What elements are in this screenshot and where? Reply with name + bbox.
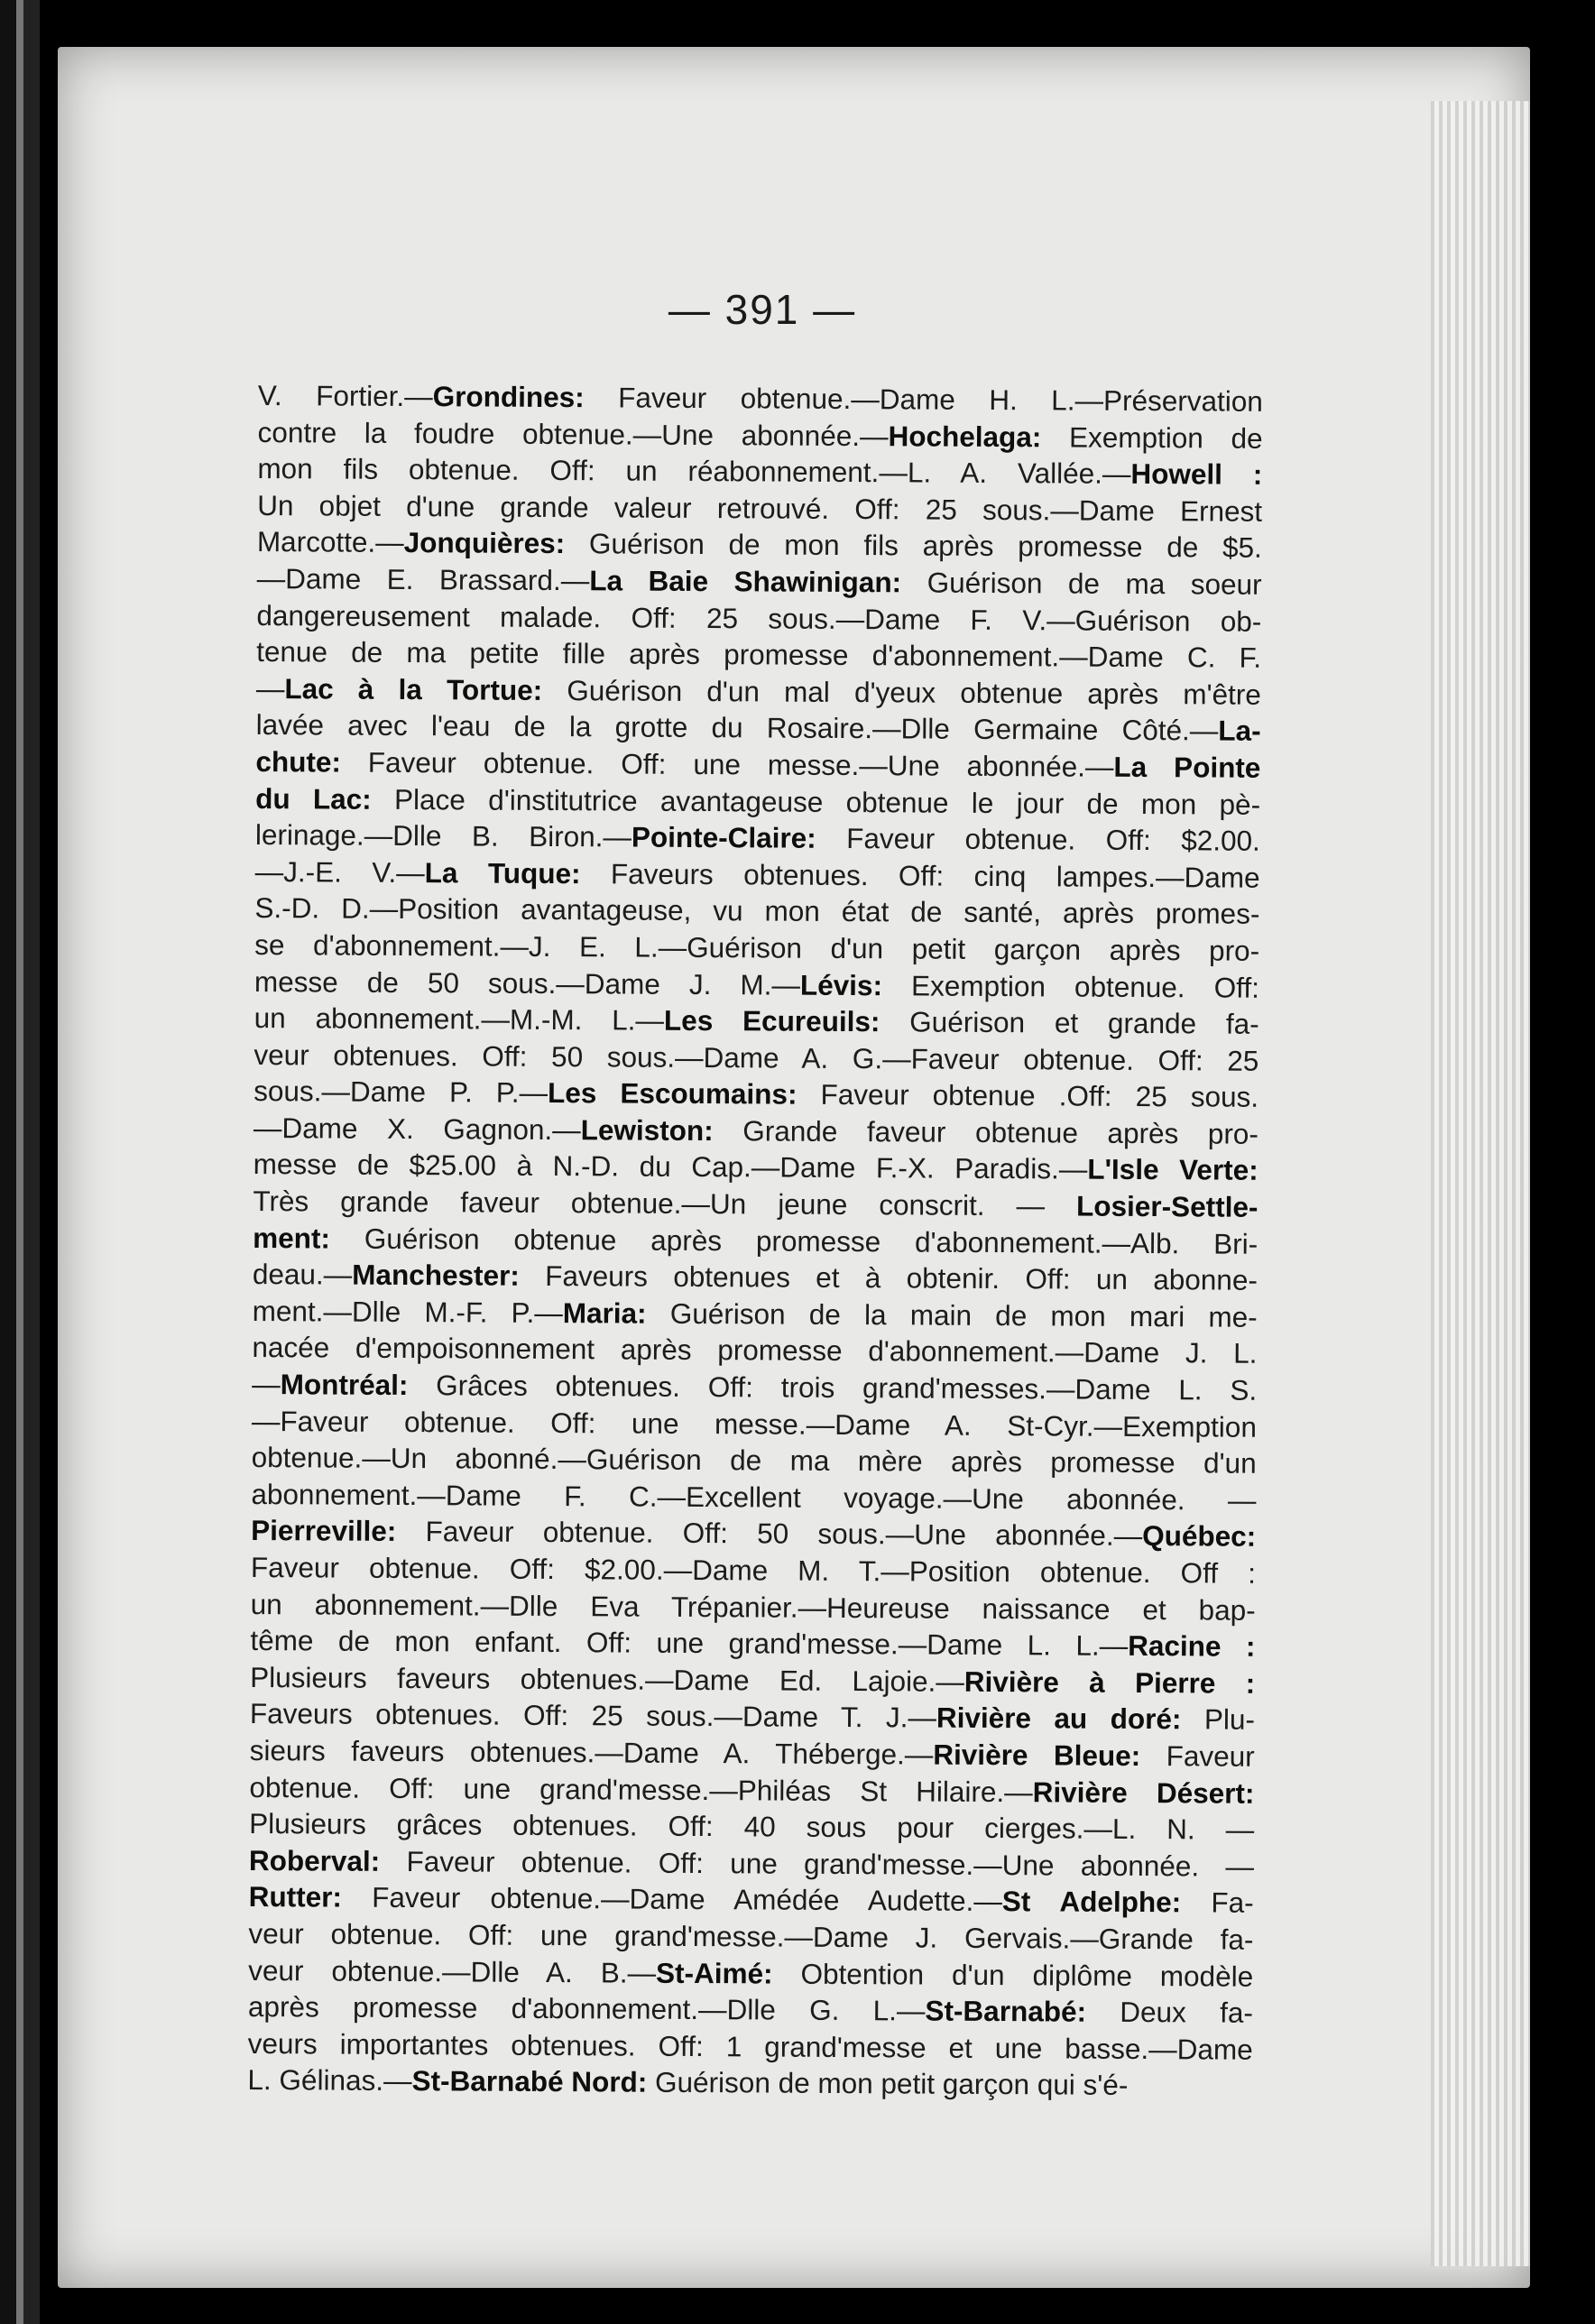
text-run: Très grande faveur obtenue.—Un jeune conscrit. — — [253, 1185, 1077, 1222]
text-run: un abonnement.—M.-M. L.— — [254, 1001, 665, 1037]
text-run: Place d'institutrice avantageuse obtenue le jour de mon pè- — [371, 782, 1261, 821]
text-line — [257, 523, 1262, 566]
text-run: abonnement.—Dame F. C.—Excellent voyage.—Une abonnée. — — [251, 1477, 1257, 1517]
text-run: Faveur obtenue .Off: 25 sous. — [797, 1077, 1259, 1114]
text-run: veur obtenues. Off: 50 sous.—Dame A. G.—Faveur obtenue. Off: 25 — [254, 1038, 1259, 1077]
place-name: Lévis: — [799, 968, 883, 1001]
text-line — [255, 780, 1260, 823]
text-run: Faveur obtenue.—Dame Amédée Audette.— — [341, 1880, 1002, 1918]
text-run: Faveur obtenue. Off: 50 sous.—Une abonnée.— — [396, 1515, 1143, 1553]
text-line — [253, 1293, 1258, 1335]
text-line — [252, 1439, 1257, 1481]
text-line — [257, 450, 1262, 493]
place-name: Maria: — [562, 1296, 647, 1330]
place-name: du Lac: — [255, 781, 372, 816]
text-run: Guérison de mon petit garçon qui s'é- — [647, 2065, 1129, 2102]
text-run: Grâces obtenues. Off: trois grand'messes.—Dame L. S. — [408, 1369, 1258, 1406]
place-name: Rivière Bleue: — [933, 1738, 1141, 1772]
place-name: La Baie Shawinigan: — [589, 564, 902, 599]
place-name: Montréal: — [280, 1368, 409, 1402]
text-run: Un objet d'une grande valeur retrouvé. Off: 25 sous.—Dame Ernest — [257, 488, 1263, 528]
text-line — [253, 1183, 1258, 1225]
text-run: obtenue.—Un abonné.—Guérison de ma mère après promesse d'un — [251, 1441, 1257, 1480]
place-name: Lewiston: — [580, 1113, 714, 1147]
place-name: Grondines: — [432, 380, 585, 414]
text-run: Faveurs obtenues et à obtenir. Off: un abonne- — [519, 1259, 1258, 1297]
text-run: Guérison d'un mal d'yeux obtenue après m'être — [542, 673, 1261, 711]
page-number: — 391 — — [668, 286, 857, 333]
text-line — [254, 1110, 1258, 1152]
text-run: Plusieurs faveurs obtenues.—Dame Ed. Lajoie.— — [250, 1660, 964, 1698]
text-line — [252, 1403, 1257, 1445]
text-line — [256, 597, 1261, 640]
text-line — [248, 1988, 1253, 2031]
text-run: — — [252, 1368, 281, 1401]
text-run: Obtention d'un diplôme modèle — [772, 1957, 1254, 1993]
text-run: Guérison de ma soeur — [901, 566, 1262, 601]
text-run: deau.— — [252, 1258, 353, 1291]
text-run: un abonnement.—Dlle Eva Trépanier.—Heureuse naissance et bap- — [250, 1587, 1256, 1627]
place-name: Rivière au doré: — [936, 1701, 1182, 1736]
text-line — [255, 816, 1260, 859]
text-run: Guérison de la main de mon mari me- — [646, 1296, 1258, 1333]
text-run: tême de mon enfant. Off: une grand'messe.—Dame L. L.— — [250, 1624, 1129, 1663]
text-line — [249, 1878, 1254, 1921]
text-line — [249, 1805, 1254, 1848]
text-line — [247, 2061, 1252, 2104]
text-run: messe de 50 sous.—Dame J. M.— — [254, 964, 801, 1001]
text-line — [258, 414, 1263, 456]
text-line — [256, 633, 1261, 676]
text-run: messe de $25.00 à N.-D. du Cap.—Dame F.-X. Paradis.— — [253, 1148, 1088, 1186]
text-line — [254, 1000, 1259, 1042]
text-line — [257, 560, 1262, 603]
text-run: lerinage.—Dlle B. Biron.— — [254, 818, 632, 853]
place-name: chute: — [255, 744, 342, 779]
text-run: mon fils obtenue. Off: un réabonnement.—L. A. Vallée.— — [257, 452, 1131, 491]
text-run: —Faveur obtenue. Off: une messe.—Dame A. St-Cyr.—Exemption — [251, 1404, 1258, 1443]
place-name: La- — [1218, 714, 1261, 748]
text-run: veurs importantes obtenues. Off: 1 grand'messe et une basse.—Dame — [247, 2026, 1253, 2066]
text-run: nacée d'empoisonnement après promesse d'abonnement.—Dame J. L. — [252, 1331, 1258, 1370]
text-line — [250, 1659, 1255, 1702]
text-run: tenue de ma petite fille après promesse d'abonnement.—Dame C. F. — [256, 635, 1262, 674]
text-line — [255, 853, 1260, 896]
text-line — [255, 743, 1260, 786]
text-line — [250, 1732, 1255, 1775]
text-run: —Dame X. Gagnon.— — [253, 1111, 581, 1147]
text-run: ment.—Dlle M.-F. P.— — [252, 1294, 563, 1329]
place-name: Rutter: — [248, 1880, 343, 1914]
text-line — [254, 1146, 1258, 1188]
text-run: après promesse d'abonnement.—Dlle G. L.— — [247, 1990, 926, 2027]
text-run: Faveur obtenue. Off: une grand'messe.—Une abonnée. — — [380, 1844, 1255, 1883]
text-line — [248, 2025, 1253, 2068]
text-run: obtenue. Off: une grand'messe.—Philéas St Hilaire.— — [249, 1770, 1033, 1808]
text-line — [248, 1951, 1253, 1994]
text-line — [249, 1842, 1254, 1885]
place-name: Jonquières: — [403, 526, 566, 560]
text-run: Faveur obtenue. Off: $2.00.—Dame M. T.—Position obtenue. Off : — [250, 1550, 1257, 1590]
text-run: Exemption obtenue. Off: — [881, 968, 1259, 1004]
place-name: St-Aimé: — [655, 1956, 773, 1990]
place-name: Manchester: — [352, 1258, 520, 1293]
text-run: L. Gélinas.— — [247, 2063, 412, 2098]
text-run: lavée avec l'eau de la grotte du Rosaire.—Dlle Germaine Côté.— — [255, 708, 1219, 747]
text-run: S.-D. D.—Position avantageuse, vu mon état de santé, après promes- — [254, 891, 1260, 931]
text-run: Exemption de — [1041, 420, 1263, 455]
place-name: Les Ecureuils: — [663, 1003, 880, 1038]
text-run: veur obtenue.—Dlle A. B.— — [248, 1953, 657, 1989]
text-line — [254, 963, 1259, 1005]
place-name: St-Barnabé Nord: — [411, 2064, 648, 2098]
book-spine — [0, 0, 40, 2324]
text-run: se d'abonnement.—J. E. L.—Guérison d'un petit garçon après pro- — [254, 927, 1260, 967]
text-run: Guérison de mon fils après promesse de $5. — [565, 527, 1262, 565]
text-run: — — [255, 671, 285, 705]
text-run: veur obtenue. Off: une grand'messe.—Dame J. Gervais.—Grande fa- — [248, 1916, 1254, 1956]
text-run: Faveur obtenue. Off: une messe.—Une abonnée.— — [340, 745, 1114, 783]
text-run: Fa- — [1181, 1886, 1254, 1920]
page-edges — [1431, 101, 1530, 2266]
text-line — [251, 1586, 1256, 1628]
place-name: ment: — [253, 1221, 331, 1255]
text-line — [257, 487, 1262, 530]
text-run: V. Fortier.— — [257, 378, 433, 413]
text-run: sous.—Dame P. P.— — [254, 1074, 549, 1110]
body-text — [247, 377, 1263, 2105]
text-run: Grande faveur obtenue après pro- — [713, 1113, 1259, 1150]
place-name: Québec: — [1142, 1519, 1257, 1554]
text-run: —Dame E. Brassard.— — [256, 561, 590, 597]
text-line — [250, 1695, 1255, 1738]
text-line — [249, 1769, 1254, 1812]
text-line — [254, 927, 1259, 969]
text-line — [254, 1073, 1258, 1115]
text-line — [251, 1549, 1256, 1591]
text-run: Marcotte.— — [256, 525, 404, 559]
text-line — [248, 1915, 1253, 1958]
place-name: Racine : — [1128, 1629, 1256, 1663]
place-name: Rivière à Pierre : — [963, 1665, 1256, 1700]
place-name: St Adelphe: — [1001, 1885, 1182, 1919]
place-name: St-Barnabé: — [925, 1994, 1087, 2028]
text-run: Deux fa- — [1085, 1995, 1254, 2029]
text-run: Guérison obtenue après promesse d'abonnement.—Alb. Bri- — [329, 1222, 1258, 1260]
text-run: Plu- — [1181, 1702, 1256, 1737]
text-line — [253, 1220, 1258, 1262]
place-name: Lac à la Tortue: — [284, 671, 543, 706]
place-name: Losier-Settle- — [1075, 1189, 1258, 1223]
text-run: —J.-E. V.— — [254, 854, 425, 889]
place-name: Roberval: — [248, 1843, 381, 1877]
text-line — [256, 706, 1261, 749]
text-run: Faveurs obtenues. Off: cinq lampes.—Dame — [580, 856, 1260, 894]
text-line — [250, 1622, 1255, 1665]
place-name: La Tuque: — [424, 855, 581, 890]
text-line — [251, 1476, 1256, 1518]
text-line — [256, 670, 1261, 713]
text-run: Faveur — [1140, 1738, 1255, 1773]
text-line — [251, 1512, 1256, 1554]
text-line — [252, 1329, 1257, 1371]
text-line — [252, 1366, 1257, 1408]
text-run: Faveurs obtenues. Off: 25 sous.—Dame T. J.— — [249, 1697, 937, 1734]
place-name: La Pointe — [1113, 750, 1261, 784]
text-run: Guérison et grande fa- — [880, 1005, 1259, 1040]
text-line — [253, 1256, 1258, 1298]
place-name: Pointe-Claire: — [631, 820, 816, 854]
text-line — [254, 890, 1259, 932]
place-name: Les Escoumains: — [547, 1076, 798, 1111]
text-line — [258, 377, 1263, 420]
text-run: contre la foudre obtenue.—Une abonnée.— — [257, 415, 889, 452]
place-name: Pierreville: — [251, 1514, 397, 1548]
place-name: L'Isle Verte: — [1087, 1153, 1258, 1187]
text-run: Faveur obtenue. Off: $2.00. — [816, 821, 1260, 857]
place-name: Howell : — [1130, 457, 1263, 491]
text-run: Plusieurs grâces obtenues. Off: 40 sous pour cierges.—L. N. — — [249, 1807, 1255, 1846]
text-run: dangereusement malade. Off: 25 sous.—Dame F. V.—Guérison ob- — [256, 598, 1262, 638]
place-name: Hochelaga: — [888, 419, 1042, 453]
text-run: sieurs faveurs obtenues.—Dame A. Théberge.— — [249, 1733, 934, 1771]
text-line — [254, 1037, 1258, 1079]
place-name: Rivière Désert: — [1032, 1775, 1255, 1810]
text-run: Faveur obtenue.—Dame H. L.—Préservation — [584, 381, 1263, 418]
